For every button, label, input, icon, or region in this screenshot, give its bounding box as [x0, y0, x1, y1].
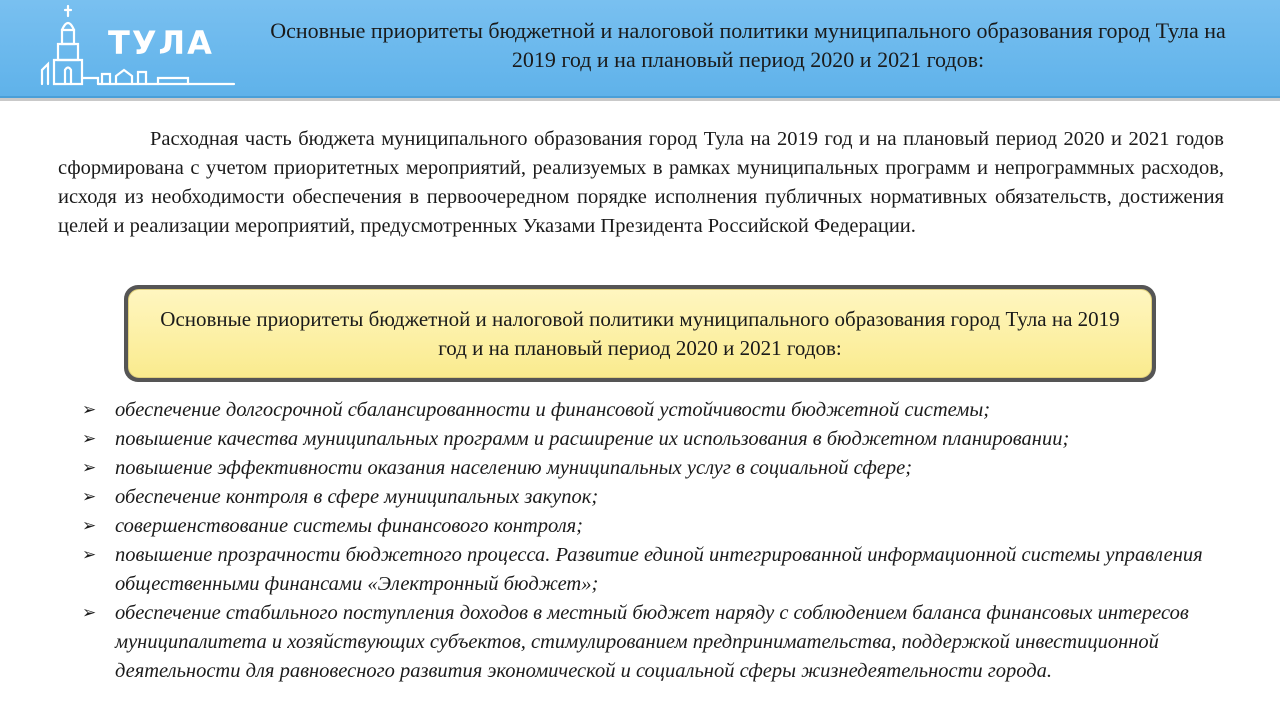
list-item-text: повышение качества муниципальных программ и расширение их использования в бюджетном планировании; — [115, 428, 1070, 450]
list-item-text: обеспечение долгосрочной сбалансированности и финансовой устойчивости бюджетной системы; — [115, 399, 991, 421]
arrowhead-bullet-icon: ➢ — [82, 458, 97, 478]
list-item — [82, 483, 1252, 512]
list-item — [82, 454, 1252, 483]
list-item-text: обеспечение стабильного поступления доходов в местный бюджет наряду с соблюдением баланса финансовых интересов муниципалитета и хозяйствующих субъектов, стимулированием предпринимательства, поддержкой инвестиционной деятельности для равновесного развития экономической и социальной сферы жизнедеятельности города. — [115, 602, 1189, 682]
list-item — [82, 599, 1252, 686]
arrowhead-bullet-icon: ➢ — [82, 400, 97, 420]
list-item-text: повышение эффективности оказания населению муниципальных услуг в социальной сфере; — [115, 457, 913, 479]
intro-paragraph: Расходная часть бюджета муниципального образования город Тула на 2019 год и на плановый период 2020 и 2021 годов сформирована с учетом приоритетных мероприятий, реализуемых в рамках муниципальных программ и непрограммных расходов, исходя из необходимости обеспечения в первоочередном порядке исполнения публичных нормативных обязательств, достижения целей и реализации мероприятий, предусмотренных Указами Президента Российской Федерации. — [58, 128, 1224, 237]
arrowhead-bullet-icon: ➢ — [82, 545, 97, 565]
priorities-banner — [124, 285, 1156, 382]
priorities-banner-text: Основные приоритеты бюджетной и налоговой политики муниципального образования город Тула на 2019 год и на плановый период 2020 и 2021 годов: — [160, 306, 1120, 360]
header-divider — [0, 98, 1280, 101]
list-item-text: обеспечение контроля в сфере муниципальных закупок; — [115, 486, 599, 508]
page-title: Основные приоритеты бюджетной и налоговой политики муниципального образования город Тула на 2019 год и на плановый период 2020 и 2021 годов: — [270, 18, 1226, 72]
list-item — [82, 425, 1252, 454]
list-item — [82, 541, 1252, 599]
arrowhead-bullet-icon: ➢ — [82, 429, 97, 449]
arrowhead-bullet-icon: ➢ — [82, 516, 97, 536]
arrowhead-bullet-icon: ➢ — [82, 603, 97, 623]
list-item — [82, 396, 1252, 425]
header-bar — [0, 0, 1280, 98]
priorities-list — [82, 396, 1252, 686]
list-item-text: повышение прозрачности бюджетного процесса. Развитие единой интегрированной информационной системы управления общественными финансами «Электронный бюджет»; — [115, 544, 1203, 595]
list-item — [82, 512, 1252, 541]
priorities-banner-panel — [128, 289, 1152, 378]
arrowhead-bullet-icon: ➢ — [82, 487, 97, 507]
logo-text: ТУЛА — [108, 24, 214, 62]
list-item-text: совершенствование системы финансового контроля; — [115, 515, 583, 537]
